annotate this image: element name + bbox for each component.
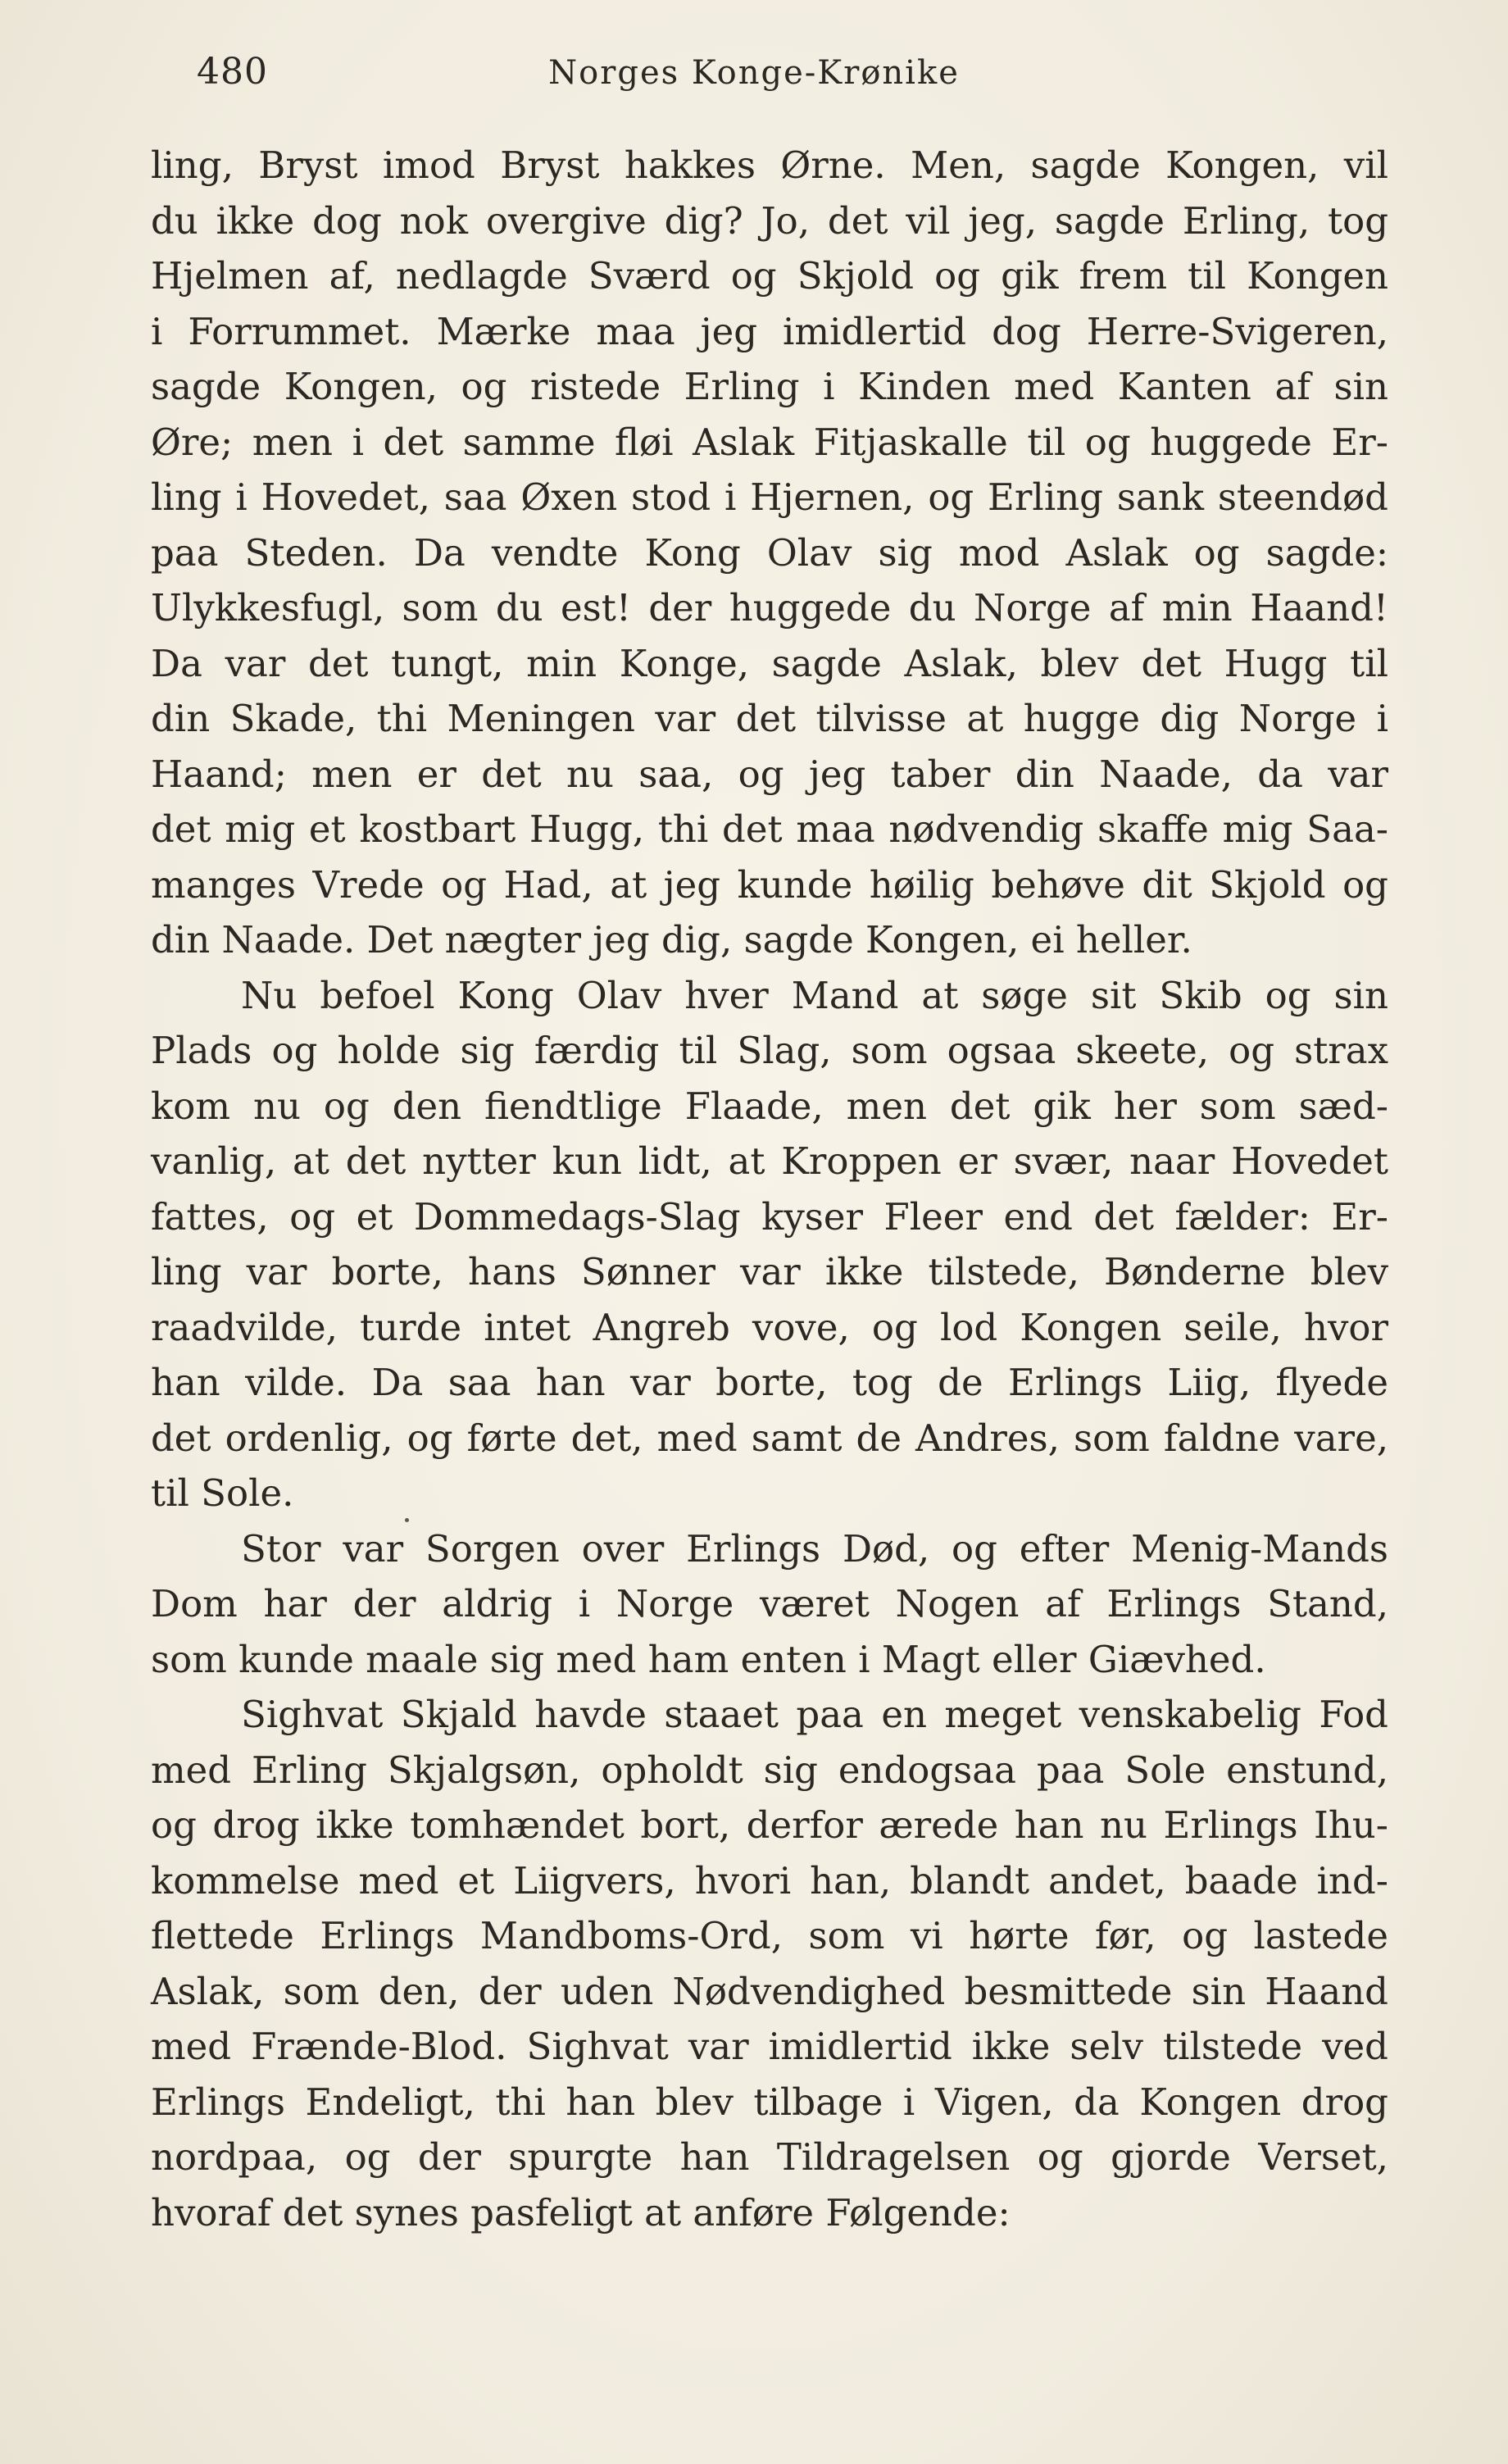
page-header [0, 51, 1508, 116]
text-line: Haand; men er det nu saa, og jeg taber din Naade, da var [151, 752, 1388, 796]
running-title: Norges Konge-Krønike [548, 54, 960, 92]
text-line: nordpaa, og der spurgte han Tildragelsen og gjorde Verset, [151, 2135, 1388, 2179]
text-line: sagde Kongen, og ristede Erling i Kinden med Kanten af sin [151, 365, 1388, 408]
text-line: Sighvat Skjald havde staaet paa en meget venskabelig Fod [241, 1693, 1388, 1736]
page-number: 480 [197, 51, 268, 93]
text-line: flettede Erlings Mandboms-Ord, som vi hørte før, og lastede [151, 1914, 1388, 1957]
text-line: han vilde. Da saa han var borte, tog de Erlings Liig, flyede [151, 1361, 1388, 1404]
text-line: ling i Hovedet, saa Øxen stod i Hjernen, og Erling sank steendød [151, 475, 1388, 519]
text-line: ling, Bryst imod Bryst hakkes Ørne. Men, sagde Kongen, vil [151, 143, 1388, 187]
text-line: hvoraf det synes pasfeligt at anføre Følgende: [151, 2190, 1011, 2234]
text-line: Øre; men i det samme fløi Aslak Fitjaskalle til og huggede Er- [151, 420, 1388, 464]
paragraph [151, 138, 1388, 968]
text-line: kommelse med et Liigvers, hvori han, blandt andet, baade ind- [151, 1858, 1388, 1903]
body-text [151, 138, 1388, 2240]
text-line: Nu befoel Kong Olav hver Mand at søge sit Skib og sin [241, 973, 1388, 1017]
text-line: Plads og holde sig færdig til Slag, som ogsaa skeete, og strax [151, 1029, 1388, 1072]
text-line: ling var borte, hans Sønner var ikke tilstede, Bønderne blev [151, 1250, 1388, 1293]
text-line: manges Vrede og Had, at jeg kunde høilig behøve dit Skjold og [151, 862, 1388, 907]
text-line: kom nu og den fiendtlige Flaade, men det gik her som sæd- [151, 1084, 1388, 1128]
paragraph [151, 1521, 1388, 1688]
text-line: det ordenlig, og førte det, med samt de Andres, som faldne vare, [151, 1416, 1388, 1460]
text-line: med Frænde-Blod. Sighvat var imidlertid ikke selv tilstede ved [151, 2025, 1388, 2068]
print-speck [405, 1518, 409, 1522]
text-line: fattes, og et Dommedags-Slag kyser Fleer end det fælder: Er- [151, 1194, 1388, 1239]
text-line: i Forrummet. Mærke maa jeg imidlertid dog Herre-Svigeren, [151, 309, 1388, 353]
text-line: vanlig, at det nytter kun lidt, at Kroppen er svær, naar Hovedet [151, 1139, 1388, 1183]
text-line: din Naade. Det nægter jeg dig, sagde Kongen, ei heller. [151, 918, 1192, 962]
text-line: til Sole. [151, 1471, 294, 1515]
text-line: det mig et kostbart Hugg, thi det maa nødvendig skaffe mig Saa- [151, 807, 1388, 851]
text-line: Hjelmen af, nedlagde Sværd og Skjold og gik frem til Kongen [151, 254, 1388, 298]
text-line: du ikke dog nok overgive dig? Jo, det vil jeg, sagde Erling, tog [151, 198, 1388, 243]
paragraph [151, 968, 1388, 1521]
text-line: Erlings Endeligt, thi han blev tilbage i Vigen, da Kongen drog [151, 2080, 1388, 2124]
text-line: din Skade, thi Meningen var det tilvisse at hugge dig Norge i [151, 697, 1388, 740]
text-line: paa Steden. Da vendte Kong Olav sig mod Aslak og sagde: [151, 530, 1388, 575]
text-line: med Erling Skjalgsøn, opholdt sig endogsaa paa Sole enstund, [151, 1748, 1388, 1792]
text-line: Ulykkesfugl, som du est! der huggede du Norge af min Haand! [151, 586, 1388, 630]
text-line: og drog ikke tomhændet bort, derfor ærede han nu Erlings Ihu- [151, 1803, 1388, 1847]
text-line: Da var det tungt, min Konge, sagde Aslak, blev det Hugg til [151, 641, 1388, 685]
text-line: som kunde maale sig med ham enten i Magt eller Giævhed. [151, 1637, 1266, 1681]
text-line: Aslak, som den, der uden Nødvendighed besmittede sin Haand [151, 1969, 1388, 2013]
text-line: Stor var Sorgen over Erlings Død, og efter Menig-Mands [241, 1526, 1388, 1571]
paragraph [151, 1687, 1388, 2240]
text-line: raadvilde, turde intet Angreb vove, og lod Kongen seile, hvor [151, 1305, 1388, 1349]
text-line: Dom har der aldrig i Norge været Nogen af Erlings Stand, [151, 1582, 1388, 1625]
